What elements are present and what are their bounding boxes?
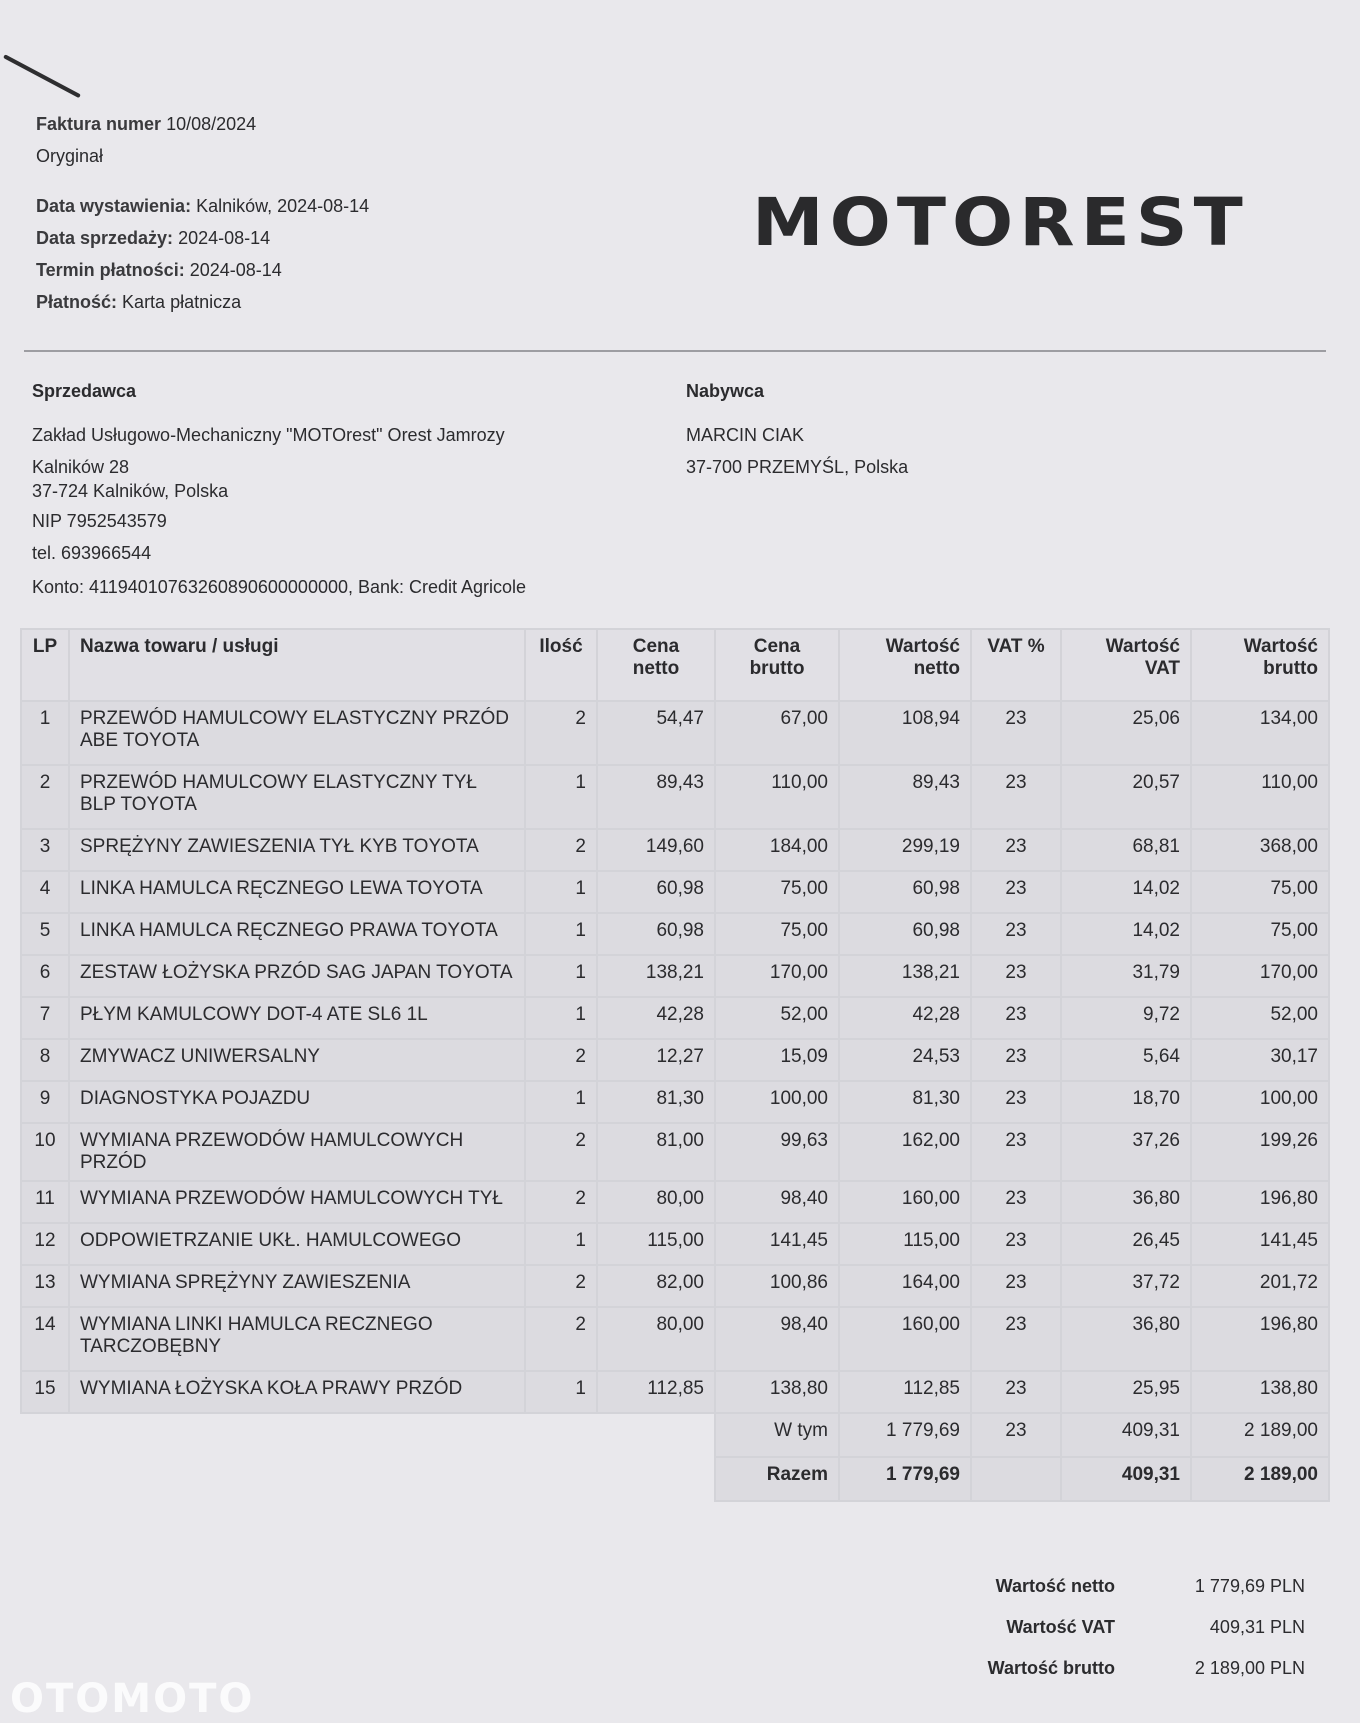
table-header xyxy=(21,629,1329,701)
total-gross: 2 189,00 xyxy=(1191,1457,1329,1501)
row-qty: 2 xyxy=(525,1039,597,1081)
issue-date: Data wystawienia: Kalników, 2024-08-14 xyxy=(36,196,370,216)
row-vat-rate: 23 xyxy=(971,871,1061,913)
row-vat-value: 37,26 xyxy=(1061,1123,1191,1181)
row-gross-value: 201,72 xyxy=(1191,1265,1329,1307)
row-qty: 2 xyxy=(525,1123,597,1181)
row-qty: 2 xyxy=(525,1265,597,1307)
header-gross-value: Wartość brutto xyxy=(1191,629,1329,701)
header-vat-value: Wartość VAT xyxy=(1061,629,1191,701)
row-vat-rate: 23 xyxy=(971,829,1061,871)
row-gross-value: 138,80 xyxy=(1191,1371,1329,1413)
seller-heading: Sprzedawca xyxy=(32,381,137,401)
row-qty: 1 xyxy=(525,1223,597,1265)
table-row xyxy=(21,765,1329,829)
row-gross-value: 100,00 xyxy=(1191,1081,1329,1123)
total-label: Razem xyxy=(715,1457,839,1501)
row-net-price: 12,27 xyxy=(597,1039,715,1081)
row-vat-value: 9,72 xyxy=(1061,997,1191,1039)
sale-date: Data sprzedaży: 2024-08-14 xyxy=(36,228,271,248)
row-gross-value: 75,00 xyxy=(1191,871,1329,913)
row-name: LINKA HAMULCA RĘCZNEGO LEWA TOYOTA xyxy=(69,871,525,913)
row-net-value: 160,00 xyxy=(839,1307,971,1371)
row-name: WYMIANA SPRĘŻYNY ZAWIESZENIA xyxy=(69,1265,525,1307)
buyer-block xyxy=(686,375,908,483)
row-qty: 1 xyxy=(525,1081,597,1123)
summary-vat: Wartość VAT 409,31 PLN xyxy=(1006,1617,1305,1637)
row-lp: 3 xyxy=(21,829,69,871)
header-net-value: Wartość netto xyxy=(839,629,971,701)
otomoto-watermark: OTOMOTO xyxy=(10,1676,255,1722)
row-name: PRZEWÓD HAMULCOWY ELASTYCZNY PRZÓD ABE TOYOTA xyxy=(69,701,525,765)
row-vat-rate: 23 xyxy=(971,1039,1061,1081)
row-qty: 1 xyxy=(525,871,597,913)
row-net-price: 80,00 xyxy=(597,1181,715,1223)
row-net-price: 81,30 xyxy=(597,1081,715,1123)
row-lp: 7 xyxy=(21,997,69,1039)
copy-type: Oryginał xyxy=(36,146,104,166)
table-row xyxy=(21,1223,1329,1265)
row-vat-rate: 23 xyxy=(971,1223,1061,1265)
row-lp: 15 xyxy=(21,1371,69,1413)
row-vat-rate: 23 xyxy=(971,765,1061,829)
header-lp: LP xyxy=(21,629,69,701)
seller-name: Zakład Usługowo-Mechaniczny "MOTOrest" Orest Jamrozy xyxy=(32,425,505,445)
table-row xyxy=(21,1181,1329,1223)
table-row xyxy=(21,997,1329,1039)
row-name: ODPOWIETRZANIE UKŁ. HAMULCOWEGO xyxy=(69,1223,525,1265)
total-vat-value: 409,31 xyxy=(1061,1457,1191,1501)
row-qty: 2 xyxy=(525,829,597,871)
due-date: Termin płatności: 2024-08-14 xyxy=(36,260,282,280)
row-net-price: 60,98 xyxy=(597,871,715,913)
divider xyxy=(24,350,1326,352)
row-gross-value: 110,00 xyxy=(1191,765,1329,829)
row-gross-price: 52,00 xyxy=(715,997,839,1039)
table-row xyxy=(21,1265,1329,1307)
seller-phone: tel. 693966544 xyxy=(32,543,152,563)
row-vat-value: 36,80 xyxy=(1061,1181,1191,1223)
row-net-value: 81,30 xyxy=(839,1081,971,1123)
buyer-name: MARCIN CIAK xyxy=(686,425,805,445)
seller-account: Konto: 41194010763260890600000000, Bank: Credit Agricole xyxy=(32,577,527,597)
total-row xyxy=(21,1457,1329,1501)
row-name: WYMIANA PRZEWODÓW HAMULCOWYCH TYŁ xyxy=(69,1181,525,1223)
row-vat-rate: 23 xyxy=(971,1123,1061,1181)
row-gross-value: 141,45 xyxy=(1191,1223,1329,1265)
row-vat-value: 25,06 xyxy=(1061,701,1191,765)
row-gross-price: 75,00 xyxy=(715,913,839,955)
row-net-value: 115,00 xyxy=(839,1223,971,1265)
row-lp: 4 xyxy=(21,871,69,913)
pen-mark xyxy=(3,54,81,98)
row-name: PRZEWÓD HAMULCOWY ELASTYCZNY TYŁ BLP TOYOTA xyxy=(69,765,525,829)
row-net-value: 108,94 xyxy=(839,701,971,765)
buyer-city: 37-700 PRZEMYŚL, Polska xyxy=(686,457,909,477)
row-name: WYMIANA PRZEWODÓW HAMULCOWYCH PRZÓD xyxy=(69,1123,525,1181)
row-gross-price: 100,00 xyxy=(715,1081,839,1123)
items-table xyxy=(20,628,1330,1502)
row-vat-rate: 23 xyxy=(971,997,1061,1039)
row-gross-value: 368,00 xyxy=(1191,829,1329,871)
table-row xyxy=(21,871,1329,913)
in-which-label: W tym xyxy=(715,1413,839,1457)
row-gross-price: 170,00 xyxy=(715,955,839,997)
row-vat-value: 18,70 xyxy=(1061,1081,1191,1123)
row-vat-value: 31,79 xyxy=(1061,955,1191,997)
row-gross-value: 30,17 xyxy=(1191,1039,1329,1081)
row-qty: 1 xyxy=(525,997,597,1039)
table-body xyxy=(21,701,1329,1413)
in-which-vat-rate: 23 xyxy=(971,1413,1061,1457)
table-row xyxy=(21,1123,1329,1181)
row-vat-rate: 23 xyxy=(971,1181,1061,1223)
row-name: LINKA HAMULCA RĘCZNEGO PRAWA TOYOTA xyxy=(69,913,525,955)
row-vat-value: 68,81 xyxy=(1061,829,1191,871)
row-net-value: 299,19 xyxy=(839,829,971,871)
row-net-value: 42,28 xyxy=(839,997,971,1039)
table-row xyxy=(21,1307,1329,1371)
row-vat-rate: 23 xyxy=(971,1081,1061,1123)
row-qty: 1 xyxy=(525,913,597,955)
row-vat-rate: 23 xyxy=(971,955,1061,997)
row-gross-price: 138,80 xyxy=(715,1371,839,1413)
invoice-number: Faktura numer 10/08/2024 xyxy=(36,114,257,134)
row-gross-price: 15,09 xyxy=(715,1039,839,1081)
row-vat-rate: 23 xyxy=(971,1307,1061,1371)
row-net-price: 54,47 xyxy=(597,701,715,765)
row-gross-price: 67,00 xyxy=(715,701,839,765)
table-row xyxy=(21,829,1329,871)
row-net-value: 138,21 xyxy=(839,955,971,997)
row-net-price: 149,60 xyxy=(597,829,715,871)
row-qty: 2 xyxy=(525,1181,597,1223)
header-gross-price: Cena brutto xyxy=(715,629,839,701)
row-gross-value: 52,00 xyxy=(1191,997,1329,1039)
row-lp: 13 xyxy=(21,1265,69,1307)
row-vat-value: 14,02 xyxy=(1061,871,1191,913)
row-gross-value: 170,00 xyxy=(1191,955,1329,997)
row-lp: 12 xyxy=(21,1223,69,1265)
row-gross-price: 98,40 xyxy=(715,1307,839,1371)
row-net-price: 112,85 xyxy=(597,1371,715,1413)
row-vat-value: 14,02 xyxy=(1061,913,1191,955)
row-net-price: 89,43 xyxy=(597,765,715,829)
row-gross-value: 75,00 xyxy=(1191,913,1329,955)
row-gross-value: 196,80 xyxy=(1191,1181,1329,1223)
row-name: DIAGNOSTYKA POJAZDU xyxy=(69,1081,525,1123)
seller-block xyxy=(32,375,526,603)
row-qty: 2 xyxy=(525,1307,597,1371)
row-net-value: 60,98 xyxy=(839,871,971,913)
row-qty: 2 xyxy=(525,701,597,765)
header-vat-rate: VAT % xyxy=(971,629,1061,701)
row-net-price: 138,21 xyxy=(597,955,715,997)
row-lp: 10 xyxy=(21,1123,69,1181)
row-vat-value: 25,95 xyxy=(1061,1371,1191,1413)
table-row xyxy=(21,1081,1329,1123)
row-net-value: 24,53 xyxy=(839,1039,971,1081)
seller-street: Kalników 28 xyxy=(32,457,130,477)
row-name: ZMYWACZ UNIWERSALNY xyxy=(69,1039,525,1081)
row-gross-price: 141,45 xyxy=(715,1223,839,1265)
row-net-value: 162,00 xyxy=(839,1123,971,1181)
row-qty: 1 xyxy=(525,765,597,829)
invoice-meta xyxy=(36,108,369,318)
table-row xyxy=(21,701,1329,765)
row-vat-value: 37,72 xyxy=(1061,1265,1191,1307)
row-lp: 14 xyxy=(21,1307,69,1371)
row-net-price: 42,28 xyxy=(597,997,715,1039)
company-logo: MOTOREST xyxy=(752,183,1249,261)
row-lp: 2 xyxy=(21,765,69,829)
row-net-price: 60,98 xyxy=(597,913,715,955)
row-net-value: 112,85 xyxy=(839,1371,971,1413)
row-net-value: 89,43 xyxy=(839,765,971,829)
payment-method: Płatność: Karta płatnicza xyxy=(36,292,242,312)
row-vat-value: 20,57 xyxy=(1061,765,1191,829)
row-vat-value: 5,64 xyxy=(1061,1039,1191,1081)
row-qty: 1 xyxy=(525,955,597,997)
table-row xyxy=(21,1039,1329,1081)
row-gross-price: 184,00 xyxy=(715,829,839,871)
row-net-price: 82,00 xyxy=(597,1265,715,1307)
row-vat-rate: 23 xyxy=(971,1371,1061,1413)
row-gross-value: 196,80 xyxy=(1191,1307,1329,1371)
header-name: Nazwa towaru / usługi xyxy=(69,629,525,701)
row-lp: 1 xyxy=(21,701,69,765)
in-which-vat-value: 409,31 xyxy=(1061,1413,1191,1457)
row-vat-rate: 23 xyxy=(971,913,1061,955)
row-net-value: 60,98 xyxy=(839,913,971,955)
row-qty: 1 xyxy=(525,1371,597,1413)
row-name: WYMIANA LINKI HAMULCA RECZNEGO TARCZOBĘBNY xyxy=(69,1307,525,1371)
header-qty: Ilość xyxy=(525,629,597,701)
row-gross-price: 100,86 xyxy=(715,1265,839,1307)
summary-block xyxy=(960,1566,1305,1689)
row-gross-value: 134,00 xyxy=(1191,701,1329,765)
row-net-value: 164,00 xyxy=(839,1265,971,1307)
row-net-value: 160,00 xyxy=(839,1181,971,1223)
row-vat-rate: 23 xyxy=(971,1265,1061,1307)
in-which-gross: 2 189,00 xyxy=(1191,1413,1329,1457)
row-net-price: 115,00 xyxy=(597,1223,715,1265)
table-row xyxy=(21,1371,1329,1413)
table-row xyxy=(21,955,1329,997)
summary-gross: Wartość brutto 2 189,00 PLN xyxy=(987,1658,1305,1678)
header-net-price: Cena netto xyxy=(597,629,715,701)
row-net-price: 80,00 xyxy=(597,1307,715,1371)
row-gross-price: 99,63 xyxy=(715,1123,839,1181)
table-row xyxy=(21,913,1329,955)
row-lp: 8 xyxy=(21,1039,69,1081)
row-vat-rate: 23 xyxy=(971,701,1061,765)
row-gross-value: 199,26 xyxy=(1191,1123,1329,1181)
row-name: SPRĘŻYNY ZAWIESZENIA TYŁ KYB TOYOTA xyxy=(69,829,525,871)
row-name: WYMIANA ŁOŻYSKA KOŁA PRAWY PRZÓD xyxy=(69,1371,525,1413)
buyer-heading: Nabywca xyxy=(686,381,765,401)
row-name: ZESTAW ŁOŻYSKA PRZÓD SAG JAPAN TOYOTA xyxy=(69,955,525,997)
row-lp: 5 xyxy=(21,913,69,955)
row-vat-value: 36,80 xyxy=(1061,1307,1191,1371)
row-lp: 6 xyxy=(21,955,69,997)
in-which-row xyxy=(21,1413,1329,1457)
summary-net: Wartość netto 1 779,69 PLN xyxy=(995,1576,1305,1596)
row-gross-price: 98,40 xyxy=(715,1181,839,1223)
row-gross-price: 110,00 xyxy=(715,765,839,829)
row-net-price: 81,00 xyxy=(597,1123,715,1181)
row-gross-price: 75,00 xyxy=(715,871,839,913)
row-lp: 11 xyxy=(21,1181,69,1223)
row-name: PŁYM KAMULCOWY DOT-4 ATE SL6 1L xyxy=(69,997,525,1039)
seller-nip: NIP 7952543579 xyxy=(32,511,167,531)
total-net: 1 779,69 xyxy=(839,1457,971,1501)
seller-city: 37-724 Kalników, Polska xyxy=(32,481,229,501)
in-which-net: 1 779,69 xyxy=(839,1413,971,1457)
row-vat-value: 26,45 xyxy=(1061,1223,1191,1265)
row-lp: 9 xyxy=(21,1081,69,1123)
